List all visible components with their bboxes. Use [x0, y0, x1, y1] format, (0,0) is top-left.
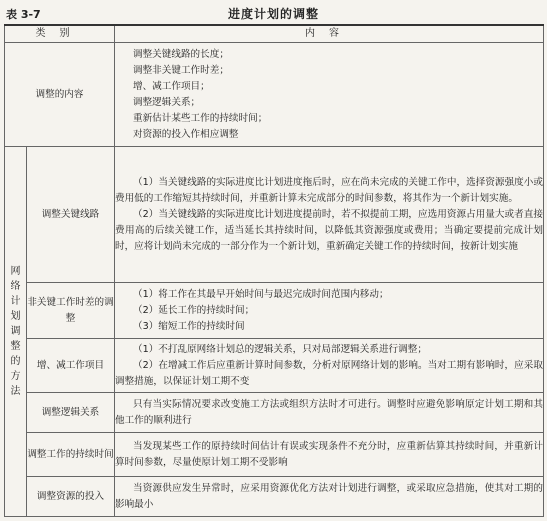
content-paragraph: （2）当关键线路的实际进度比计划进度提前时，若不拟提前工期，应选用资源占用量大或者直接费用高的后续关键工作，适当延长其持续时间，以降低其资源强度或费用；当确定要提前完成计划时，应将计划尚未完成的一部分作为一个新计划，重新确定关键工作的持续时间，按新计划实施 — [115, 208, 543, 252]
table-row — [5, 147, 544, 283]
row-category: 非关键工作时差的调整 — [27, 283, 115, 339]
row-content — [115, 283, 544, 339]
side-label — [5, 147, 27, 517]
table-caption — [4, 4, 543, 22]
row-category: 调整关键线路 — [27, 147, 115, 283]
row-content — [115, 339, 544, 393]
content-line: 重新估计某些工作的持续时间； — [133, 112, 268, 124]
content-paragraph: （2）在增减工作后应重新计算时间参数，分析对原网络计划的影响。当对工期有影响时，应采取调整措施，以保证计划工期不变 — [115, 359, 543, 387]
content-line: 调整关键线路的长度； — [133, 48, 229, 60]
table-row — [5, 393, 544, 433]
content-paragraph: （2）延长工作的持续时间； — [133, 304, 255, 316]
row-content — [115, 147, 544, 283]
content-paragraph: （1）将工作在其最早开始时间与最迟完成时间范围内移动； — [133, 288, 389, 300]
header-row — [5, 25, 544, 43]
content-line: 调整逻辑关系； — [133, 96, 201, 108]
row-category: 增、减工作项目 — [27, 339, 115, 393]
content-paragraph: （1）不打乱原网络计划总的逻辑关系，只对局部逻辑关系进行调整； — [133, 343, 427, 355]
content-paragraph: 只有当实际情况要求改变施工方法或组织方法时才可进行。调整时应避免影响原定计划工期和其他工作的顺利进行 — [115, 398, 543, 426]
row-category: 调整工作的持续时间 — [27, 433, 115, 477]
content-paragraph: （1）当关键线路的实际进度比计划进度拖后时，应在尚未完成的关键工作中，选择资源强度小或费用低的工作缩短其持续时间，并重新计算未完成部分的时间参数，将其作为一个新计划实施。 — [115, 176, 543, 204]
row-content — [115, 477, 544, 517]
table-title: 进度计划的调整 — [227, 7, 319, 21]
content-paragraph: 当发现某些工作的原持续时间估计有误或实现条件不充分时，应重新估算其持续时间，并重新计算时间参数，尽量使原计划工期不受影响 — [115, 440, 543, 468]
row-category: 调整逻辑关系 — [27, 393, 115, 433]
header-content: 内容 — [115, 25, 544, 43]
table-row — [5, 283, 544, 339]
table-row — [5, 339, 544, 393]
header-category: 类别 — [5, 25, 115, 43]
content-paragraph: 当资源供应发生异常时，应采用资源优化方法对计划进行调整，或采取应急措施，使其对工期的影响最小 — [115, 482, 543, 510]
row-content — [115, 43, 544, 147]
table-number: 表 3-7 — [6, 8, 41, 21]
content-paragraph: （3）缩短工作的持续时间 — [133, 320, 245, 332]
table-row — [5, 477, 544, 517]
row-content — [115, 433, 544, 477]
row-category: 调整资源的投入 — [27, 477, 115, 517]
table-row — [5, 43, 544, 147]
side-label-text: 网络计划调整的方法 — [10, 266, 21, 397]
table-row — [5, 433, 544, 477]
row-content — [115, 393, 544, 433]
row-category: 调整的内容 — [5, 43, 115, 147]
content-line: 增、减工作项目； — [133, 80, 210, 92]
content-line: 对资源的投入作相应调整 — [133, 128, 239, 140]
schedule-adjustment-table — [4, 24, 544, 517]
content-line: 调整非关键工作时差； — [133, 64, 229, 76]
